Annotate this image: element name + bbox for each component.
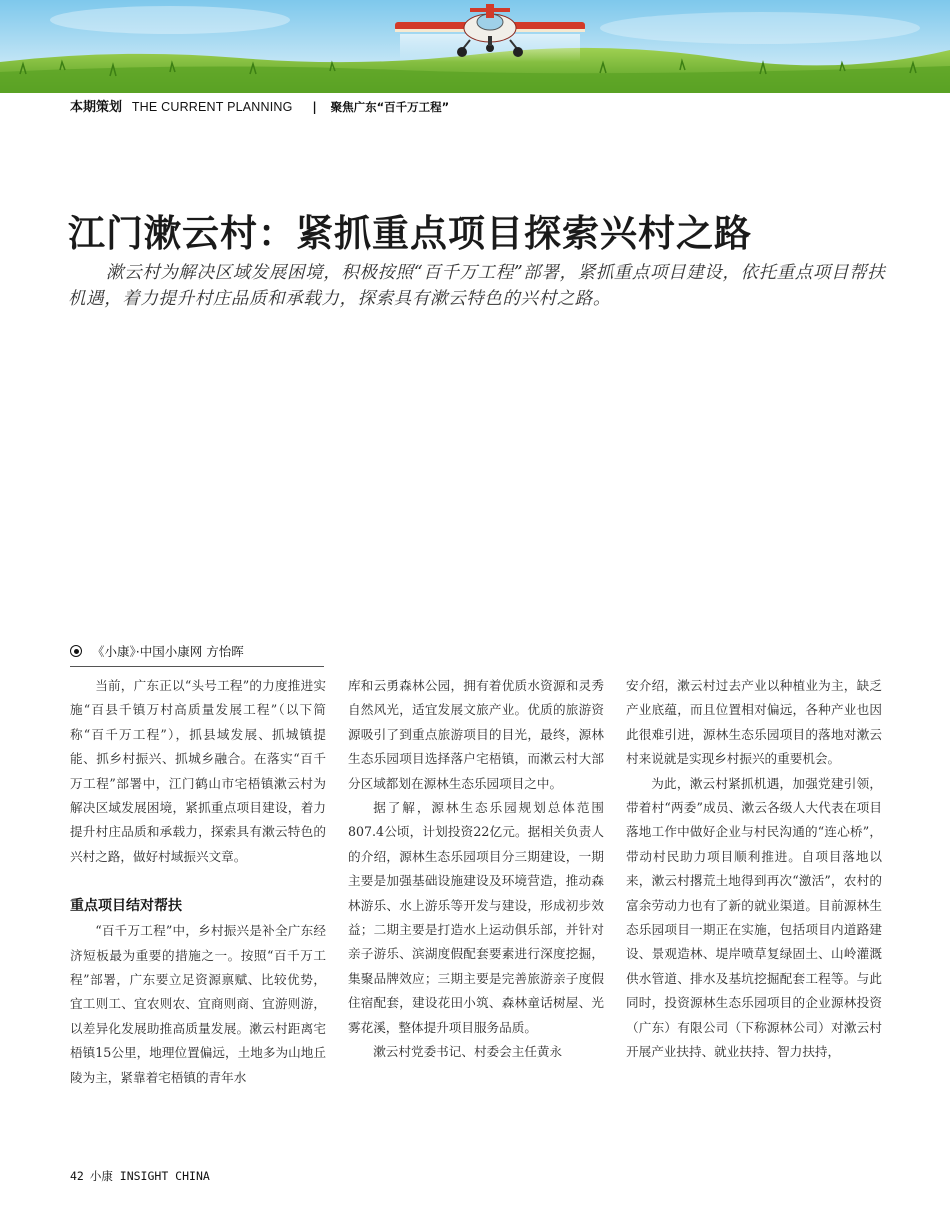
byline-bullet-icon (70, 645, 82, 657)
page-number: 42 (70, 1169, 84, 1183)
paragraph: 安介绍，漱云村过去产业以种植业为主，缺乏产业底蕴，而且位置相对偏远，各种产业也因此很难引进，源林生态乐园项目的落地对漱云村来说就是实现乡村振兴的重要机会。 (626, 678, 882, 767)
section-focus: 聚焦广东“百千万工程” (330, 100, 450, 114)
magazine-name: 小康 INSIGHT CHINA (89, 1169, 210, 1183)
byline (70, 642, 324, 667)
paragraph: 据了解，源林生态乐园规划总体范围807.4公顷，计划投资22亿元。据相关负责人的介绍，源林生态乐园项目分三期建设，一期主要是加强基础设施建设及环境营造，推动森林游乐、水上游乐等开发与建设，形成初步效益；二期主要是打造水上运动俱乐部，并针对亲子游乐、滨湖度假配套要素进行深度挖掘，集聚品牌效应；三期主要是完善旅游亲子度假住宿配套，建设花田小筑、森林童话树屋、光雾花溪，整体提升项目服务品质。 (348, 800, 604, 1035)
paragraph: 漱云村党委书记、村委会主任黄永 (373, 1044, 563, 1060)
text-column-3 (626, 674, 882, 1065)
text-column-2 (348, 674, 604, 1065)
farm-plane-illustration (0, 0, 950, 93)
paragraph: 库和云勇森林公园，拥有着优质水资源和灵秀自然风光，适宜发展文旅产业。优质的旅游资源吸引了到重点旅游项目的目光，最终，源林生态乐园项目选择落户宅梧镇，而漱云村大部分区域都划在源林生态乐园项目之中。 (348, 678, 604, 791)
article-title: 江门漱云村：紧抓重点项目探索兴村之路 (68, 212, 752, 255)
byline-text: 《小康》·中国小康网 方怡晖 (92, 644, 244, 659)
article-lede: 漱云村为解决区域发展困境，积极按照“百千万工程”部署，紧抓重点项目建设，依托重点项目帮扶机遇，着力提升村庄品质和承载力，探索具有漱云特色的兴村之路。 (68, 263, 886, 309)
header-separator: | (312, 100, 317, 114)
section-label-cn: 本期策划 (70, 100, 123, 115)
paragraph: “百千万工程”中，乡村振兴是补全广东经济短板最为重要的措施之一。按照“百千万工程”部署，广东要立足资源禀赋、比较优势，宜工则工、宜农则农、宜商则商、宜游则游，以差异化发展助推高质量发展。漱云村距离宅梧镇15公里，地理位置偏远，土地多为山地丘陵为主，紧靠着宅梧镇的青年水 (70, 923, 326, 1085)
page-footer (70, 1168, 210, 1184)
section-header (70, 96, 449, 115)
text-column-1 (70, 674, 326, 1090)
section-heading: 重点项目结对帮扶 (70, 898, 182, 915)
paragraph: 当前，广东正以“头号工程”的力度推进实施“百县千镇万村高质量发展工程”（以下简称“百千万工程”），抓县域发展、抓城镇提能、抓乡村振兴、抓城乡融合。在落实“百千万工程”部署中，江门鹤山市宅梧镇漱云村为解决区域发展困境，紧抓重点项目建设，着力提升村庄品质和承载力，探索具有漱云特色的兴村之路，做好村域振兴文章。 (70, 678, 326, 864)
header-banner (0, 0, 950, 93)
section-label-en: THE CURRENT PLANNING (131, 100, 293, 114)
paragraph: 为此，漱云村紧抓机遇，加强党建引领，带着村“两委”成员、漱云各级人大代表在项目落地工作中做好企业与村民沟通的“连心桥”，带动村民助力项目顺利推进。自项目落地以来，漱云村撂荒土地得到再次“激活”，农村的富余劳动力也有了新的就业渠道。目前源林生态乐园项目一期正在实施，包括项目内道路建设、景观造林、堤岸喷草复绿固土、山岭灌溉供水管道、排水及基坑挖掘配套工程等。与此同时，投资源林生态乐园项目的企业源林投资（广东）有限公司（下称源林公司）对漱云村开展产业扶持、就业扶持、智力扶持， (626, 775, 882, 1060)
